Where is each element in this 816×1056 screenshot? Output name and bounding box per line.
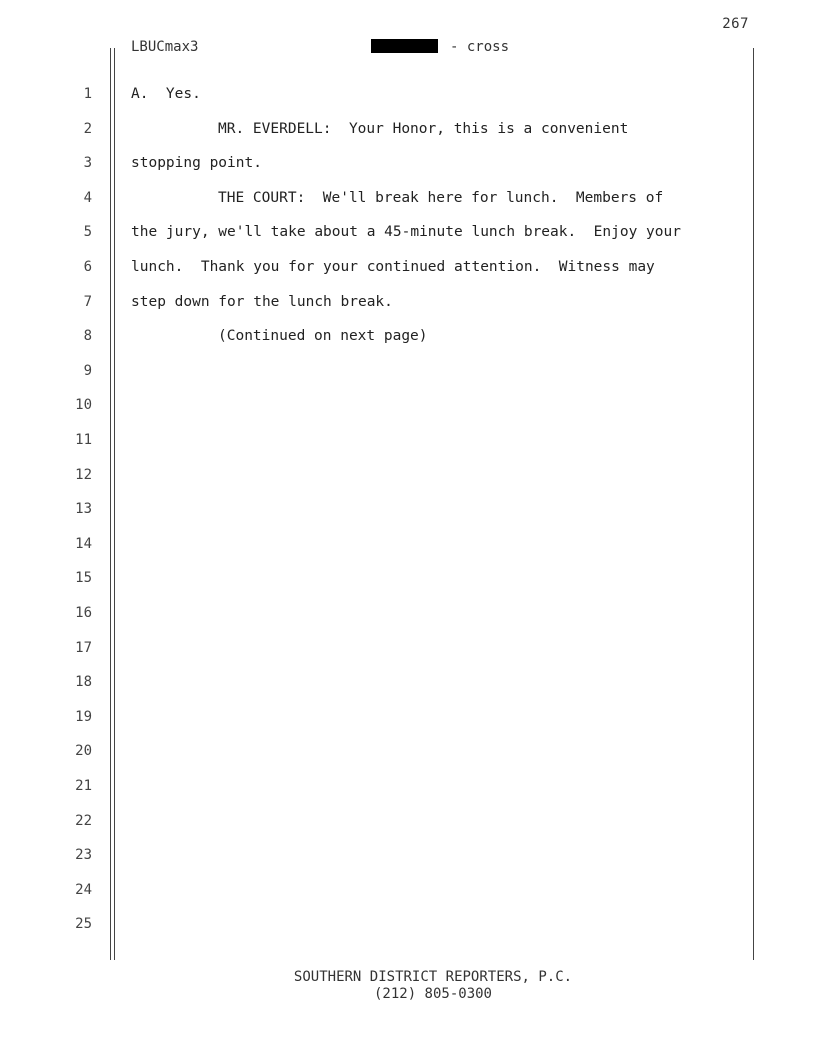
transcript-line: A. Yes. [131,86,201,102]
examination-label: - cross [450,39,510,55]
transcript-line: the jury, we'll take about a 45-minute lunch break. Enjoy your [131,224,681,240]
line-number: 8 [83,328,92,344]
line-number: 14 [75,536,92,552]
transcript-line: MR. EVERDELL: Your Honor, this is a convenient [218,121,629,137]
line-number: 9 [83,363,92,379]
right-margin-rule [753,48,754,960]
line-number: 19 [75,709,92,725]
line-number: 23 [75,847,92,863]
line-number: 20 [75,743,92,759]
line-number: 17 [75,640,92,656]
left-margin-rule-inner [114,48,115,960]
transcript-line: (Continued on next page) [218,328,428,344]
transcript-line: stopping point. [131,155,262,171]
reporter-phone: (212) 805-0300 [373,986,492,1002]
line-number: 6 [83,259,92,275]
transcript-line: THE COURT: We'll break here for lunch. Members of [218,190,664,206]
line-number: 2 [83,121,92,137]
line-number: 25 [75,916,92,932]
page-footer [0,969,816,1003]
line-number: 16 [75,605,92,621]
line-number: 15 [75,570,92,586]
line-number: 18 [75,674,92,690]
transcript-line: lunch. Thank you for your continued attention. Witness may [131,259,655,275]
line-number: 12 [75,467,92,483]
left-margin-rule-outer [110,48,111,960]
line-number: 13 [75,501,92,517]
line-number: 11 [75,432,92,448]
transcript-line: step down for the lunch break. [131,294,393,310]
transcript-header-title [371,39,509,55]
line-number: 7 [83,294,92,310]
transcript-header-code: LBUCmax3 [131,39,199,55]
line-number: 24 [75,882,92,898]
page-number: 267 [722,16,749,32]
line-number: 10 [75,397,92,413]
line-number: 21 [75,778,92,794]
redaction-bar [371,39,438,53]
line-number: 4 [83,190,92,206]
line-number: 3 [83,155,92,171]
line-number: 22 [75,813,92,829]
line-number: 5 [83,224,92,240]
line-number: 1 [83,86,92,102]
reporter-name: SOUTHERN DISTRICT REPORTERS, P.C. [293,969,573,985]
